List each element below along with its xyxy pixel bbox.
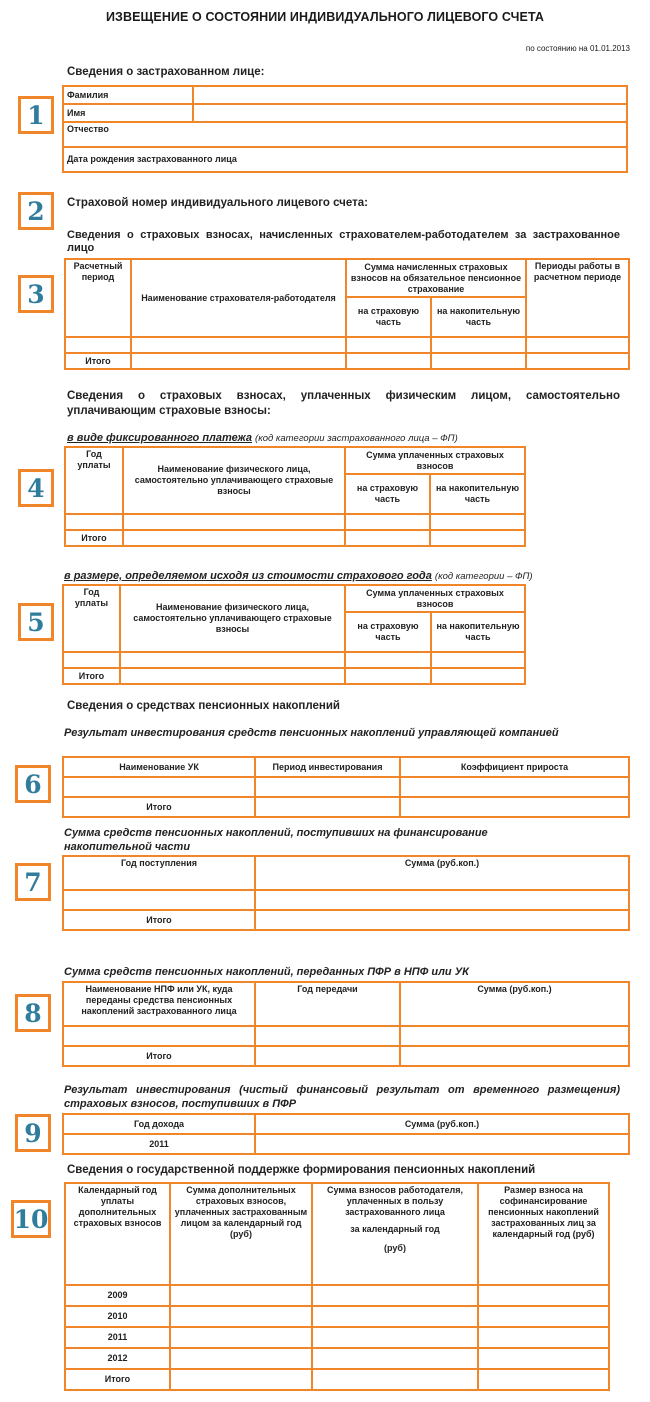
surname-label: Фамилия [63,86,193,104]
cell[interactable] [170,1369,312,1390]
cell[interactable] [312,1369,478,1390]
col-person-name: Наименование физического лица, самостоятельно уплачивающего страховые взносы [120,585,345,652]
col-work-periods: Периоды работы в расчетном периоде [526,259,629,337]
section-number-2: 2 [18,192,54,230]
year-2010: 2010 [65,1306,170,1327]
section-9-subheading: Результат инвестирования (чистый финансовый результат от временного размещения) страховых взносов, поступивших в ПФР [64,1084,620,1110]
col-paid-sum: Сумма уплаченных страховых взносов [345,447,525,474]
section-1-heading: Сведения о застрахованном лице: [67,66,265,78]
col-calendar-year: Календарный год уплаты дополнительных страховых взносов [65,1183,170,1285]
cell[interactable] [526,337,629,353]
col-npf-uk-name: Наименование НПФ или УК, куда переданы средства пенсионных накоплений застрахованного лица [63,982,255,1026]
cell[interactable] [131,337,346,353]
fixed-payment-table [64,446,526,547]
cell[interactable] [400,1046,629,1066]
cell[interactable] [312,1348,478,1369]
cell[interactable] [431,668,525,684]
cell[interactable] [345,652,431,668]
cell[interactable] [478,1348,609,1369]
col-insurance-part: на страховую часть [345,612,431,652]
category-code-note: (код категории застрахованного лица – ФП) [255,433,458,444]
cell[interactable] [170,1285,312,1306]
cell[interactable] [345,668,431,684]
cell[interactable] [478,1306,609,1327]
cell[interactable] [312,1306,478,1327]
cell[interactable] [170,1327,312,1348]
section-10-heading: Сведения о государственной поддержке формирования пенсионных накоплений [67,1164,536,1176]
total-label: Итого [63,910,255,930]
section-number-7: 7 [15,863,51,901]
cell[interactable] [400,1026,629,1046]
cell[interactable] [345,530,430,546]
section-6-subheading: Результат инвестирования средств пенсионных накоплений управляющей компанией [64,727,559,739]
cell[interactable] [478,1327,609,1348]
col-growth-coef: Коэффициент прироста [400,757,629,777]
insured-person-table [62,85,628,173]
col-insurance-part: на страховую часть [346,297,431,337]
cell[interactable] [255,910,629,930]
col-period: Расчетный период [65,259,131,337]
cell[interactable] [431,353,526,369]
section-3-heading: Сведения о страховых взносах, начисленных страхователем-работодателем за застрахованное лицо [67,229,620,254]
year-2009: 2009 [65,1285,170,1306]
section-number-5: 5 [18,603,54,641]
transferred-funds-table [62,981,630,1067]
cell[interactable] [400,777,629,797]
col-year: Год уплаты [63,585,120,652]
section-number-9: 9 [15,1114,51,1152]
col-person-name: Наименование физического лица, самостоятельно уплачивающего страховые взносы [123,447,345,514]
section-4-subheading [67,432,458,444]
cell[interactable] [400,797,629,817]
section-number-8: 8 [15,994,51,1032]
investment-result-table [62,756,630,818]
section-8-subheading: Сумма средств пенсионных накоплений, переданных ПФР в НПФ или УК [64,966,469,978]
surname-field[interactable] [193,86,627,104]
cell[interactable] [65,337,131,353]
col-paid-sum: Сумма уплаченных страховых взносов [345,585,525,612]
col-year: Год уплаты [65,447,123,514]
cell[interactable] [123,530,345,546]
cell[interactable] [345,514,430,530]
cell[interactable] [255,1134,629,1154]
section-2-heading: Страховой номер индивидуального лицевого счета: [67,197,368,209]
cell[interactable] [478,1369,609,1390]
section-number-1: 1 [18,96,54,134]
cell[interactable] [120,668,345,684]
col-transfer-year: Год передачи [255,982,400,1026]
cell[interactable] [63,777,255,797]
col-funded-part: на накопительную часть [430,474,525,514]
employer-contributions-table [64,258,630,370]
col-employer-name: Наименование страхователя-работодателя [131,259,346,337]
patronymic-label: Отчество [63,122,627,147]
first-name-field[interactable] [193,104,627,122]
cell[interactable] [526,353,629,369]
col-sum: Сумма (руб.коп.) [255,1114,629,1134]
cell[interactable] [312,1285,478,1306]
year-2011: 2011 [65,1327,170,1348]
section-number-6: 6 [15,765,51,803]
cell[interactable] [255,1026,400,1046]
insurance-year-table [62,584,526,685]
col-employer-contributions [312,1183,478,1285]
cell[interactable] [346,353,431,369]
cell[interactable] [255,1046,400,1066]
total-label: Итого [63,668,120,684]
total-label: Итого [65,1369,170,1390]
col-income-year: Год дохода [63,1114,255,1134]
cell[interactable] [312,1327,478,1348]
col-accrued-sum: Сумма начисленных страховых взносов на обязательное пенсионное страхование [346,259,526,297]
document-title: ИЗВЕЩЕНИЕ О СОСТОЯНИИ ИНДИВИДУАЛЬНОГО ЛИЦЕВОГО СЧЕТА [105,10,545,24]
cell[interactable] [255,797,400,817]
insurance-year-label: в размере, определяемом исходя из стоимости страхового года [64,570,432,582]
section-number-10: 10 [11,1200,51,1238]
col-investment-period: Период инвестирования [255,757,400,777]
cell[interactable] [431,337,526,353]
first-name-label: Имя [63,104,193,122]
cell[interactable] [478,1285,609,1306]
income-year-value: 2011 [63,1134,255,1154]
as-of-date: по состоянию на 01.01.2013 [525,44,630,53]
cell[interactable] [131,353,346,369]
col-cofinancing: Размер взноса на софинансирование пенсионных накоплений застрахованных лиц за календарный год (руб) [478,1183,609,1285]
employer-header-line-2: за календарный год [350,1224,440,1234]
cell[interactable] [430,530,525,546]
total-label: Итого [65,530,123,546]
col-sum: Сумма (руб.коп.) [255,856,629,890]
employer-header-line-3: (руб) [384,1243,406,1253]
col-sum: Сумма (руб.коп.) [400,982,629,1026]
employer-header-line-1: Сумма взносов работодателя, уплаченных в пользу застрахованного лица [326,1185,464,1217]
section-number-4: 4 [18,469,54,507]
col-uk-name: Наименование УК [63,757,255,777]
category-code-note: (код категории – ФП) [434,571,533,582]
cell[interactable] [430,514,525,530]
section-6-heading: Сведения о средствах пенсионных накоплений [67,700,340,712]
cell[interactable] [431,652,525,668]
fixed-payment-label: в виде фиксированного платежа [67,432,252,444]
col-additional-contributions: Сумма дополнительных страховых взносов, уплаченных застрахованным лицом за календарный год (руб) [170,1183,312,1285]
cell[interactable] [170,1306,312,1327]
total-label: Итого [63,797,255,817]
total-label: Итого [63,1046,255,1066]
state-support-table [64,1182,610,1391]
cell[interactable] [63,1026,255,1046]
col-insurance-part: на страховую часть [345,474,430,514]
col-funded-part: на накопительную часть [431,612,525,652]
section-number-3: 3 [18,275,54,313]
cell[interactable] [63,652,120,668]
total-label: Итого [65,353,131,369]
birth-date-label: Дата рождения застрахованного лица [63,147,627,172]
cell[interactable] [255,777,400,797]
cell[interactable] [170,1348,312,1369]
funded-part-table [62,855,630,931]
investment-income-table [62,1113,630,1155]
cell[interactable] [120,652,345,668]
section-5-subheading [64,570,533,582]
cell[interactable] [63,890,255,910]
col-funded-part: на накопительную часть [431,297,526,337]
cell[interactable] [65,514,123,530]
cell[interactable] [255,890,629,910]
year-2012: 2012 [65,1348,170,1369]
section-7-subheading: Сумма средств пенсионных накоплений, поступивших на финансирование накопительной части [64,827,488,853]
section-4-heading: Сведения о страховых взносах, уплаченных физическим лицом, самостоятельно уплачивающим страховые взносы: [67,390,620,417]
cell[interactable] [346,337,431,353]
col-receipt-year: Год поступления [63,856,255,890]
cell[interactable] [123,514,345,530]
